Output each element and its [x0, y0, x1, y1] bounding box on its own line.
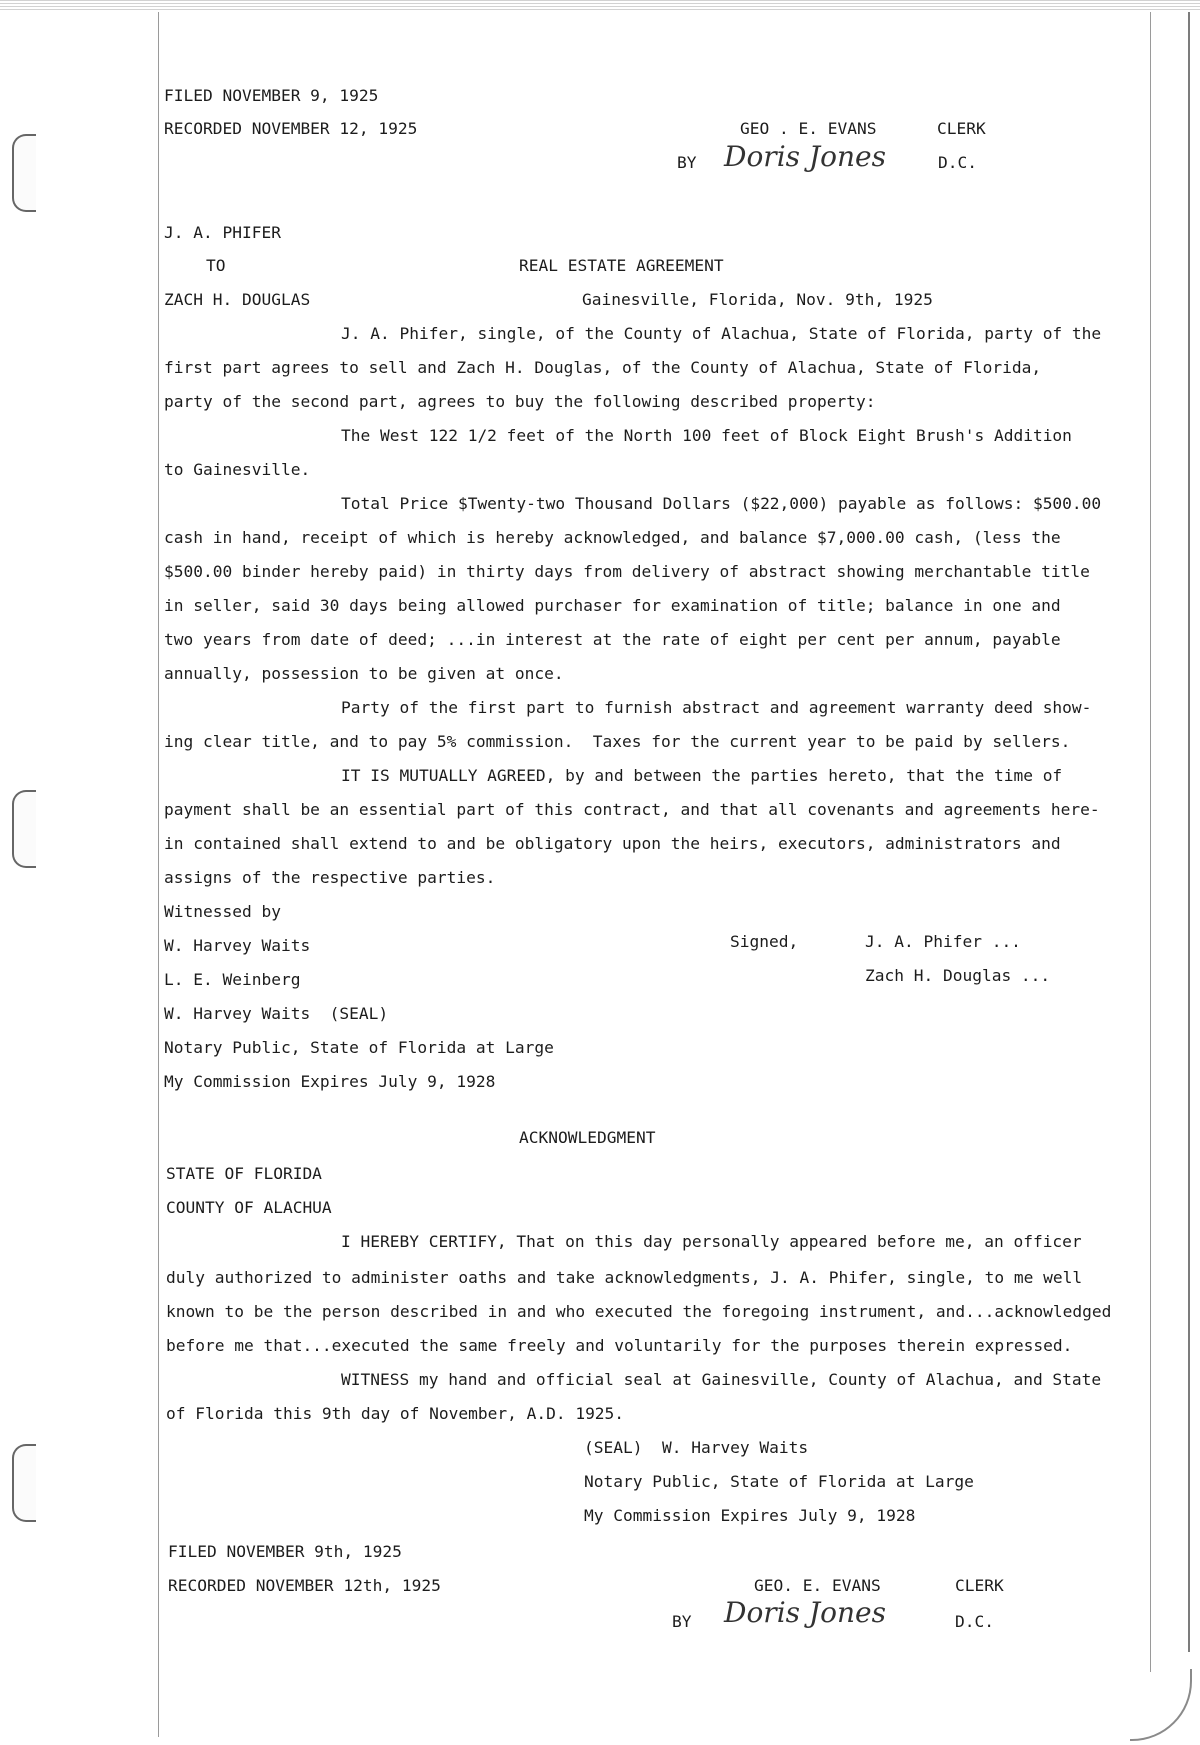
by-label: BY: [672, 1612, 692, 1631]
witness-heading: Witnessed by: [164, 902, 281, 921]
body-line: J. A. Phifer, single, of the County of Alachua, State of Florida, party of the: [341, 324, 1102, 343]
body-line: ing clear title, and to pay 5% commission. Taxes for the current year to be paid by sellers.: [164, 732, 1071, 751]
body-line: The West 122 1/2 feet of the North 100 feet of Block Eight Brush's Addition: [341, 426, 1072, 445]
notary-seal-line: W. Harvey Waits (SEAL): [164, 1004, 389, 1023]
signer-name: Zach H. Douglas ...: [865, 966, 1051, 985]
clerk-title: CLERK: [955, 1576, 1004, 1595]
body-line: to Gainesville.: [164, 460, 311, 479]
deputy-clerk-signature: Doris Jones: [724, 1596, 886, 1629]
binder-hole-bottom: [12, 1444, 36, 1522]
acknowledgment-line: known to be the person described in and who executed the foregoing instrument, and...acknowledged: [166, 1302, 1112, 1321]
acknowledgment-title: ACKNOWLEDGMENT: [519, 1128, 656, 1147]
clerk-name: GEO. E. EVANS: [754, 1576, 881, 1595]
body-line: assigns of the respective parties.: [164, 868, 496, 887]
body-line: payment shall be an essential part of this contract, and that all covenants and agreements here-: [164, 800, 1100, 819]
body-line: $500.00 binder hereby paid) in thirty days from delivery of abstract showing merchantable title: [164, 562, 1090, 581]
body-line: cash in hand, receipt of which is hereby acknowledged, and balance $7,000.00 cash, (less the: [164, 528, 1061, 547]
clerk-name: GEO . E. EVANS: [740, 119, 877, 138]
body-line: party of the second part, agrees to buy the following described property:: [164, 392, 876, 411]
left-margin-line: [158, 12, 159, 1737]
acknowledgment-line: duly authorized to administer oaths and take acknowledgments, J. A. Phifer, single, to me well: [166, 1268, 1083, 1287]
body-line: in contained shall extend to and be obligatory upon the heirs, executors, administrators and: [164, 834, 1061, 853]
place-date: Gainesville, Florida, Nov. 9th, 1925: [582, 290, 933, 309]
body-line: IT IS MUTUALLY AGREED, by and between the parties hereto, that the time of: [341, 766, 1063, 785]
ledger-top-band: [0, 0, 1200, 12]
witness-name: W. Harvey Waits: [164, 936, 311, 955]
body-line: first part agrees to sell and Zach H. Douglas, of the County of Alachua, State of Florida,: [164, 358, 1042, 377]
document-title: REAL ESTATE AGREEMENT: [519, 256, 724, 275]
body-line: two years from date of deed; ...in interest at the rate of eight per cent per annum, payable: [164, 630, 1061, 649]
notary-commission: My Commission Expires July 9, 1928: [164, 1072, 496, 1091]
notary-title: Notary Public, State of Florida at Large: [164, 1038, 554, 1057]
acknowledgment-line: WITNESS my hand and official seal at Gainesville, County of Alachua, and State: [341, 1370, 1102, 1389]
filed-date: FILED NOVEMBER 9, 1925: [164, 86, 379, 105]
recorded-date: RECORDED NOVEMBER 12, 1925: [164, 119, 418, 138]
grantor-name: J. A. PHIFER: [164, 223, 281, 242]
binder-hole-top: [12, 134, 36, 212]
notary-seal-line: (SEAL) W. Harvey Waits: [584, 1438, 809, 1457]
notary-commission: My Commission Expires July 9, 1928: [584, 1506, 916, 1525]
deputy-clerk-signature: Doris Jones: [724, 140, 886, 173]
signer-name: J. A. Phifer ...: [865, 932, 1021, 951]
recorded-date: RECORDED NOVEMBER 12th, 1925: [168, 1576, 441, 1595]
body-line: Party of the first part to furnish abstract and agreement warranty deed show-: [341, 698, 1092, 717]
grantee-name: ZACH H. DOUGLAS: [164, 290, 311, 309]
clerk-title: CLERK: [937, 119, 986, 138]
page-edge-line: [1188, 12, 1190, 1652]
signed-label: Signed,: [730, 932, 799, 951]
body-line: in seller, said 30 days being allowed purchaser for examination of title; balance in one and: [164, 596, 1061, 615]
acknowledgment-line: of Florida this 9th day of November, A.D. 1925.: [166, 1404, 625, 1423]
acknowledgment-line: I HEREBY CERTIFY, That on this day personally appeared before me, an officer: [341, 1232, 1082, 1251]
body-line: annually, possession to be given at once.: [164, 664, 564, 683]
page-curl: [1130, 1669, 1192, 1741]
deputy-clerk-label: D.C.: [955, 1612, 994, 1631]
deputy-clerk-label: D.C.: [938, 153, 977, 172]
state-line: STATE OF FLORIDA: [166, 1164, 322, 1183]
by-label: BY: [677, 153, 697, 172]
filed-date: FILED NOVEMBER 9th, 1925: [168, 1542, 402, 1561]
acknowledgment-line: before me that...executed the same freely and voluntarily for the purposes therein expressed.: [166, 1336, 1073, 1355]
to-label: TO: [206, 256, 226, 275]
notary-title: Notary Public, State of Florida at Large: [584, 1472, 974, 1491]
witness-name: L. E. Weinberg: [164, 970, 301, 989]
right-margin-line: [1150, 12, 1151, 1672]
body-line: Total Price $Twenty-two Thousand Dollars ($22,000) payable as follows: $500.00: [341, 494, 1102, 513]
county-line: COUNTY OF ALACHUA: [166, 1198, 332, 1217]
binder-hole-middle: [12, 790, 36, 868]
